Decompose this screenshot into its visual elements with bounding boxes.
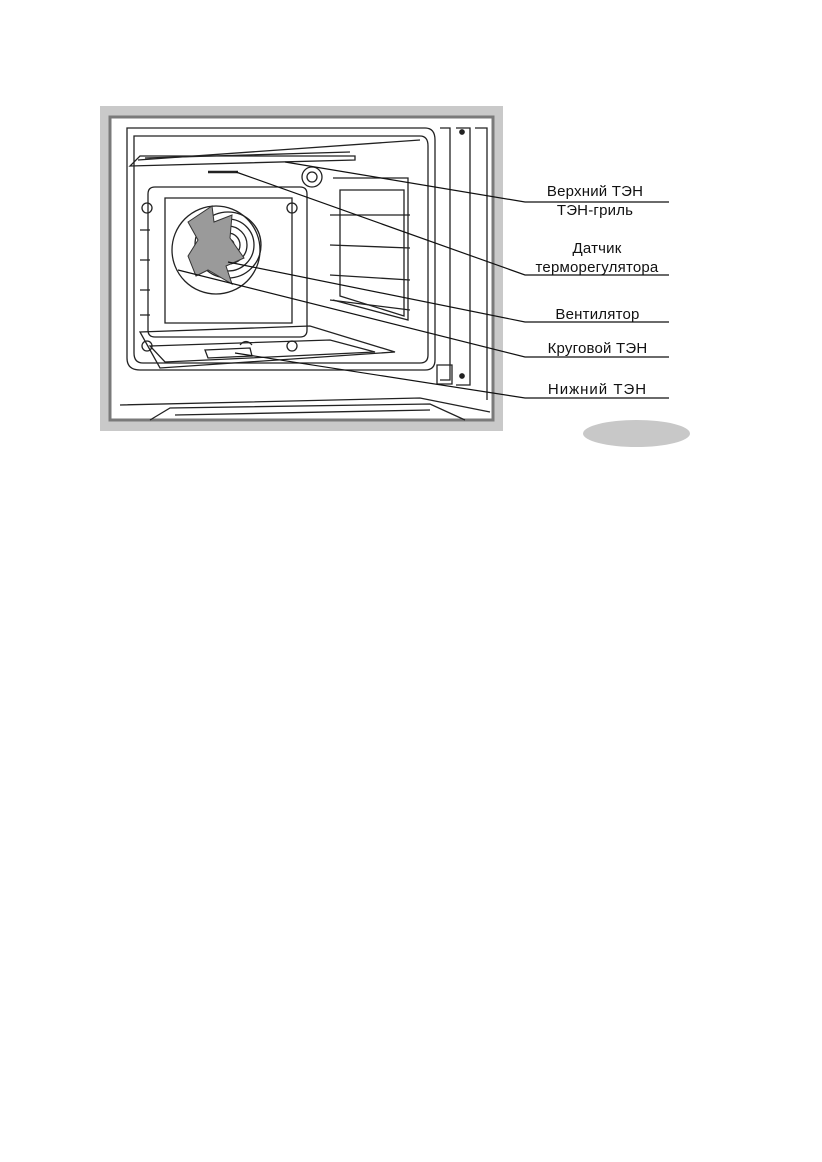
label-upper-heater-line2: ТЭН-гриль xyxy=(556,202,634,219)
label-upper-heater-line1: Верхний ТЭН xyxy=(546,183,644,200)
label-circular-heater-line1: Круговой ТЭН xyxy=(547,340,648,357)
label-upper-heater xyxy=(530,183,660,220)
label-circular-heater xyxy=(530,340,665,358)
label-lower-heater xyxy=(530,381,665,399)
label-fan-line1: Вентилятор xyxy=(555,306,640,323)
page-marker-pill xyxy=(583,420,690,447)
label-lower-heater-line1: Нижний ТЭН xyxy=(547,381,648,398)
label-thermostat-sensor-line2: терморегулятора xyxy=(535,259,659,276)
label-fan xyxy=(530,306,665,324)
label-thermostat-sensor xyxy=(522,240,672,277)
label-thermostat-sensor-line1: Датчик xyxy=(572,240,622,257)
